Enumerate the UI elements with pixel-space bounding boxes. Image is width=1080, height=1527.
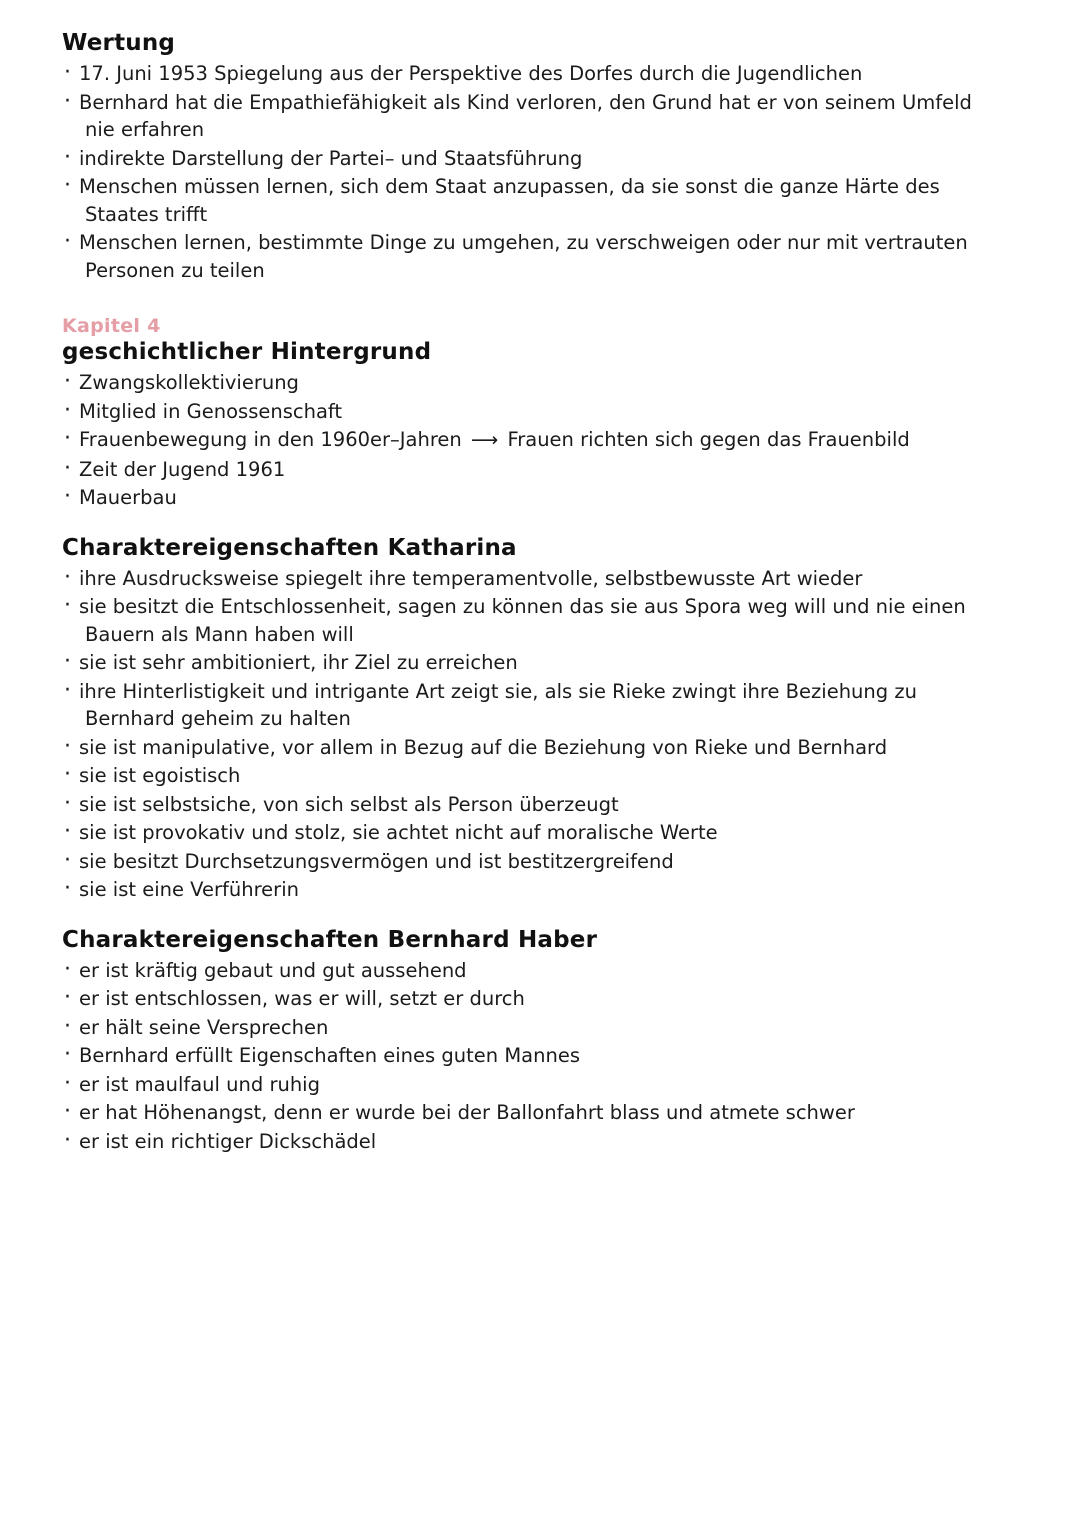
list-item (62, 369, 1018, 397)
section-wertung (62, 30, 1018, 284)
list-item-text: sie ist manipulative, vor allem in Bezug auf die Beziehung von Rieke und Bernhard (79, 735, 888, 759)
list-item-text-continued: Staates trifft (85, 202, 208, 226)
section-charaktereigenschaften-katharina (62, 535, 1018, 904)
bullet-list-wertung (62, 60, 1018, 284)
list-item-text: er hält seine Versprechen (79, 1015, 329, 1039)
list-item (62, 734, 1018, 762)
bullet-list-hintergrund (62, 369, 1018, 512)
list-item-text: sie ist sehr ambitioniert, ihr Ziel zu erreichen (79, 651, 518, 674)
chapter-label: Kapitel 4 (62, 315, 161, 337)
list-item (62, 1014, 1018, 1042)
list-item (62, 957, 1018, 985)
list-item-text: er hat Höhenangst, denn er wurde bei der Ballonfahrt blass und atmete schwer (79, 1101, 855, 1124)
list-item-text: 17. Juni 1953 Spiegelung aus der Perspektive des Dorfes durch die Jugendlichen (79, 62, 863, 85)
section-charaktereigenschaften-bernhard-haber (62, 927, 1018, 1156)
list-item-text: ihre Hinterlistigkeit und intrigante Art zeigt sie, als sie Rieke zwingt ihre Beziehung zu (79, 679, 917, 703)
list-item (62, 762, 1018, 790)
list-item-text: er ist kräftig gebaut und gut aussehend (79, 958, 467, 982)
list-item (62, 173, 1018, 228)
list-item (62, 229, 1018, 284)
list-item-text: Bernhard hat die Empathiefähigkeit als Kind verloren, den Grund hat er von seinem Umfeld (79, 90, 972, 114)
list-item-text: sie besitzt Durchsetzungsvermögen und ist bestitzergreifend (79, 849, 674, 873)
list-item-text: Bernhard erfüllt Eigenschaften eines guten Mannes (79, 1044, 580, 1067)
list-item-text-continued: Bernhard geheim zu halten (85, 707, 351, 730)
list-item (62, 1042, 1018, 1070)
list-item-text: er ist entschlossen, was er will, setzt er durch (79, 987, 525, 1010)
list-item-text: Menschen müssen lernen, sich dem Staat anzupassen, da sie sonst die ganze Härte des (79, 175, 940, 198)
list-item-text-continued: Personen zu teilen (85, 258, 265, 282)
list-item-text: sie ist egoistisch (79, 764, 241, 787)
list-item-text: Mitglied in Genossenschaft (79, 399, 343, 423)
list-item (62, 398, 1018, 426)
list-item (62, 1071, 1018, 1099)
page-bottom-whitespace (62, 1156, 1018, 1527)
list-item (62, 484, 1018, 512)
list-item (62, 89, 1018, 144)
page-title: Wertung (62, 30, 176, 56)
bullet-list-katharina (62, 565, 1018, 904)
list-item (62, 791, 1018, 819)
section-heading: Charaktereigenschaften Katharina (62, 534, 517, 561)
list-item (62, 565, 1018, 593)
list-item-text-continued: nie erfahren (85, 118, 205, 141)
list-item (62, 678, 1018, 733)
section-spacer (62, 285, 1018, 315)
list-item (62, 649, 1018, 677)
list-item-text: sie ist eine Verführerin (79, 878, 299, 901)
list-item-text: Menschen lernen, bestimmte Dinge zu umgehen, zu verschweigen oder nur mit vertrauten (79, 231, 968, 254)
list-item-text: sie ist selbstsiche, von sich selbst als Person überzeugt (79, 792, 619, 816)
list-item-text-after-arrow: Frauen richten sich gegen das Frauenbild (507, 428, 910, 451)
arrow-right-icon: ⟶ (470, 429, 499, 451)
bullet-list-bernhard (62, 957, 1018, 1156)
section-spacer (62, 905, 1018, 927)
list-item-text: er ist maulfaul und ruhig (79, 1072, 320, 1096)
section-heading: Charaktereigenschaften Bernhard Haber (62, 926, 598, 953)
list-item (62, 985, 1018, 1013)
list-item-text: er ist ein richtiger Dickschädel (79, 1129, 377, 1153)
section-heading: geschichtlicher Hintergrund (62, 339, 432, 365)
list-item (62, 456, 1018, 484)
list-item-text: Mauerbau (79, 486, 177, 509)
list-item (62, 593, 1018, 648)
list-item-text: Frauenbewegung in den 1960er–Jahren (79, 428, 462, 451)
list-item-text-continued: Bauern als Mann haben will (85, 622, 354, 646)
list-item-text: ihre Ausdrucksweise spiegelt ihre temperamentvolle, selbstbewusste Art wieder (79, 566, 863, 590)
section-geschichtlicher-hintergrund (62, 315, 1018, 512)
list-item (62, 876, 1018, 904)
list-item-text: indirekte Darstellung der Partei– und Staatsführung (79, 146, 583, 170)
list-item-text: sie ist provokativ und stolz, sie achtet nicht auf moralische Werte (79, 821, 718, 844)
list-item (62, 1099, 1018, 1127)
list-item-text: Zeit der Jugend 1961 (79, 457, 286, 481)
list-item-text: Zwangskollektivierung (79, 371, 299, 394)
list-item (62, 848, 1018, 876)
list-item (62, 426, 1018, 455)
list-item (62, 145, 1018, 173)
list-item (62, 60, 1018, 88)
list-item (62, 819, 1018, 847)
list-item-text: sie besitzt die Entschlossenheit, sagen zu können das sie aus Spora weg will und nie einen (79, 595, 966, 618)
list-item (62, 1128, 1018, 1156)
section-spacer (62, 513, 1018, 535)
